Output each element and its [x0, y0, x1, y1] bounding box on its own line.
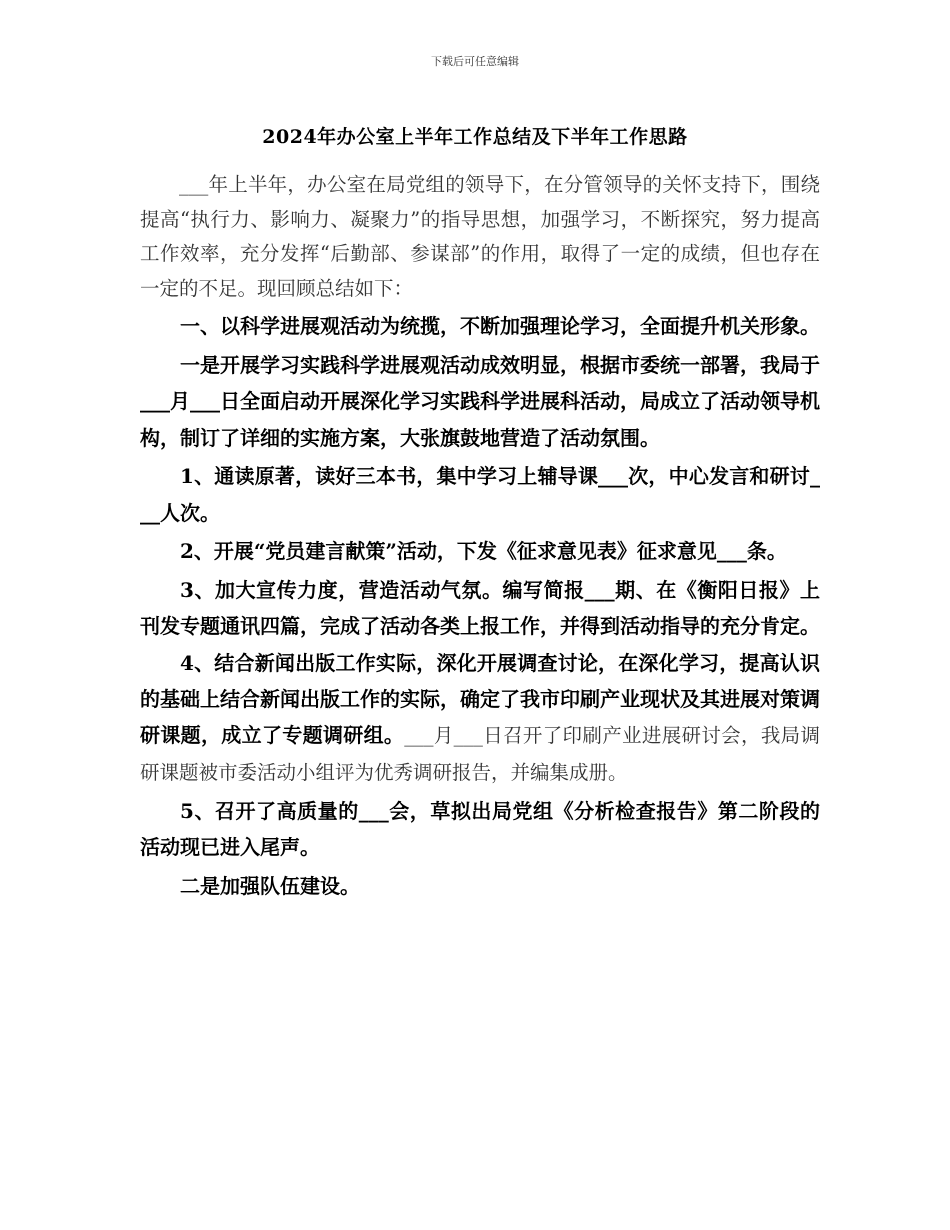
document-body	[140, 168, 820, 904]
document-title: 2024年办公室上半年工作总结及下半年工作思路	[262, 126, 688, 148]
point-4-paragraph	[140, 645, 820, 791]
intro-paragraph: ___年上半年，办公室在局党组的领导下，在分管领导的关怀支持下，围绕提高“执行力、影响力、凝聚力”的指导思想，加强学习，不断探究，努力提高工作效率，充分发挥“后勤部、参谋部”的作用，取得了一定的成绩，但也存在一定的不足。现回顾总结如下：	[140, 173, 820, 300]
point-4-bold-text: 4、结合新闻出版工作实际，深化开展调查讨论，在深化学习，提高认识的基础上结合新闻出版工作的实际，确定了我市印刷产业现状及其进展对策调研课题，成立了专题调研组。	[140, 650, 820, 747]
point-5-paragraph: 5、召开了高质量的___会，草拟出局党组《分析检查报告》第二阶段的活动现已进入尾声。	[140, 798, 820, 859]
point-3-paragraph: 3、加大宣传力度，营造活动气氛。编写简报___期、在《衡阳日报》上刊发专题通讯四篇，完成了活动各类上报工作，并得到活动指导的充分肯定。	[140, 577, 820, 638]
item-b-paragraph: 二是加强队伍建设。	[180, 873, 360, 898]
item-a-paragraph: 一是开展学习实践科学进展观活动成效明显，根据市委统一部署，我局于___月___日全面启动开展深化学习实践科学进展科活动，局成立了活动领导机构，制订了详细的实施方案，大张旗鼓地营造了活动氛围。	[140, 352, 820, 450]
point-1-paragraph: 1、通读原著，读好三本书，集中学习上辅导课___次，中心发言和研讨___人次。	[140, 464, 820, 525]
point-2-paragraph: 2、开展“党员建言献策”活动，下发《征求意见表》征求意见___条。	[180, 539, 787, 563]
point-4-light-text: ___月___日召开了印刷产业进展研讨会，我局调研课题被市委活动小组评为优秀调研报告，并编集成册。	[140, 723, 820, 784]
section-heading-1: 一、以科学进展观活动为统揽，不断加强理论学习，全面提升机关形象。	[180, 314, 820, 338]
header-note: 下载后可任意编辑	[431, 55, 519, 68]
